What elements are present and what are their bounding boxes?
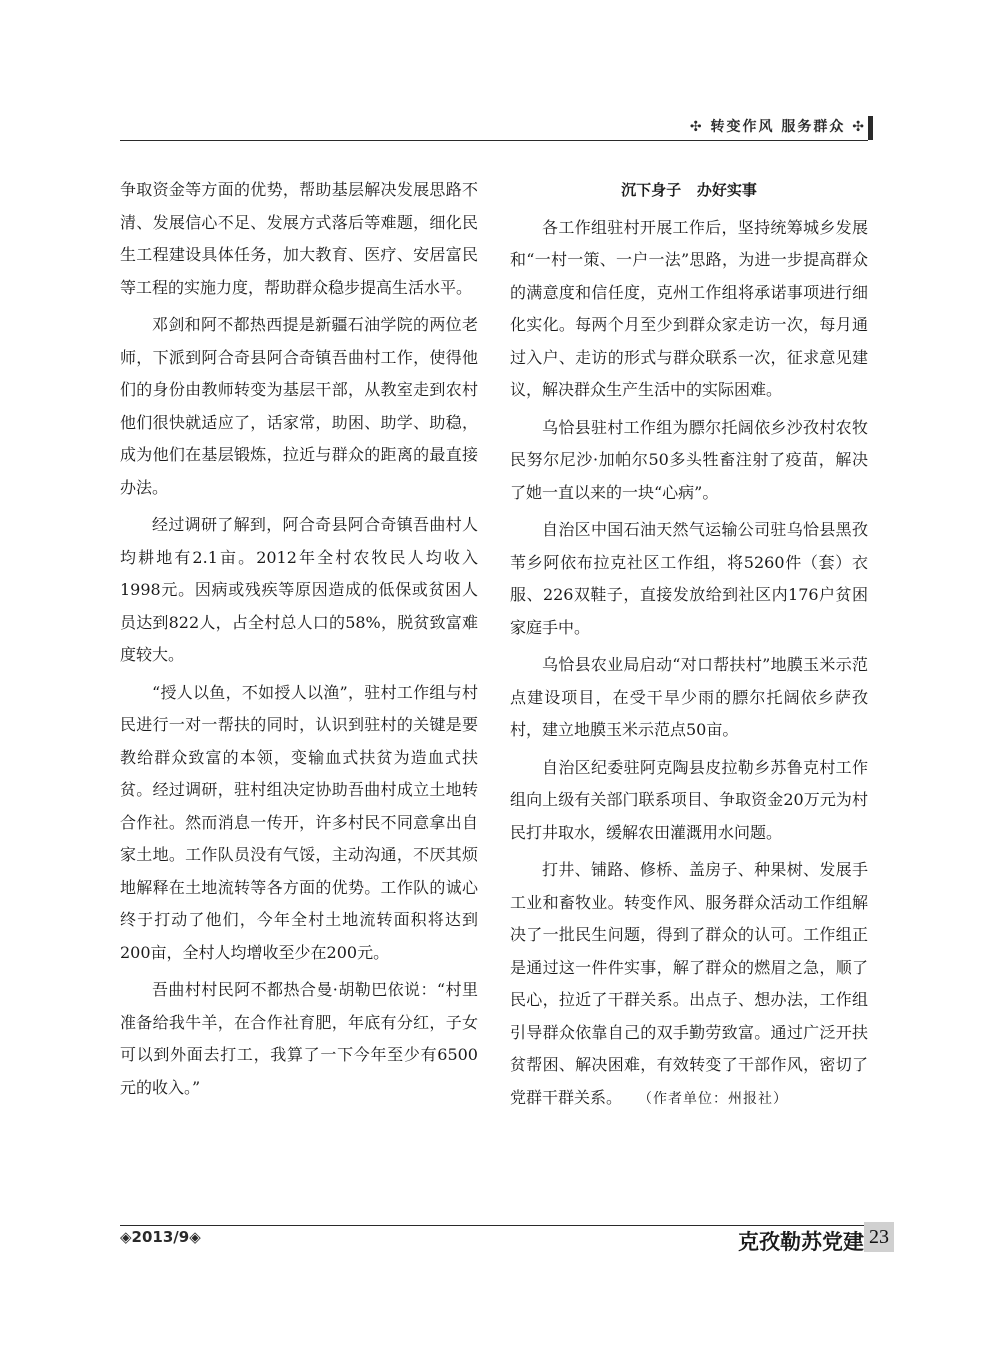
paragraph-text: 打井、铺路、修桥、盖房子、种果树、发展手工业和畜牧业。转变作风、服务群众活动工作组解决了一批民生问题，得到了群众的认可。工作组正是通过这一件件实事，解了群众的燃眉之急，顺了民心，拉近了干群关系。出点子、想办法，工作组引导群众依靠自己的双手勤劳致富。通过广泛开扶贫帮困、解决困难，有效转变了干部作风，密切了党群干群关系。 <box>510 860 868 1107</box>
page-number: 23 <box>864 1222 894 1252</box>
paragraph: 吾曲村村民阿不都热合曼·胡勒巴依说：“村里准备给我牛羊，在合作社育肥，年底有分红，子女可以到外面去打工，我算了一下今年至少有6500元的收入。” <box>120 980 478 1097</box>
author-affiliation: （作者单位：州报社） <box>638 1090 789 1107</box>
header-rule <box>120 140 868 141</box>
issue-date: ◈2013/9◈ <box>120 1228 201 1246</box>
paragraph: 各工作组驻村开展工作后，坚持统筹城乡发展和“一村一策、一户一法”思路，为进一步提高群众的满意度和信任度，克州工作组将承诺事项进行细化实化。每两个月至少到群众家走访一次，每月通过入户、走访的形式与群众联系一次，征求意见建议，解决群众生产生活中的实际困难。 <box>510 217 868 399</box>
paragraph: 乌恰县农业局启动“对口帮扶村”地膜玉米示范点建设项目，在受干旱少雨的膘尔托阔依乡萨孜村，建立地膜玉米示范点50亩。 <box>510 655 868 739</box>
paragraph: 乌恰县驻村工作组为膘尔托阔依乡沙孜村农牧民努尔尼沙·加帕尔50多头牲畜注射了疫苗，解决了她一直以来的一块“心病”。 <box>510 417 868 502</box>
right-column <box>510 174 868 1120</box>
section-heading: 沉下身子 办好实事 <box>621 181 757 199</box>
paragraph: “授人以鱼，不如授人以渔”，驻村工作组与村民进行一对一帮扶的同时，认识到驻村的关键是要教给群众致富的本领，变输血式扶贫为造血式扶贫。经过调研，驻村组决定协助吾曲村成立土地转合作社。然而消息一传开，许多村民不同意拿出自家土地。工作队员没有气馁，主动沟通，不厌其烦地解释在土地流转等各方面的优势。工作队的诚心终于打动了他们，今年全村土地流转面积将达到200亩，全村人均增收至少在200元。 <box>120 682 478 962</box>
paragraph: 争取资金等方面的优势，帮助基层解决发展思路不清、发展信心不足、发展方式落后等难题，细化民生工程建设具体任务，加大教育、医疗、安居富民等工程的实施力度，帮助群众稳步提高生活水平。 <box>120 180 478 297</box>
left-column <box>120 174 478 1109</box>
section-label: ✣ 转变作风 服务群众 ✣ <box>689 119 866 135</box>
paragraph: 自治区中国石油天然气运输公司驻乌恰县黑孜苇乡阿依布拉克社区工作组，将5260件（套）衣服、226双鞋子，直接发放给到社区内176户贫困家庭手中。 <box>510 520 868 637</box>
paragraph: 自治区纪委驻阿克陶县皮拉勒乡苏鲁克村工作组向上级有关部门联系项目、争取资金20万元为村民打井取水，缓解农田灌溉用水问题。 <box>510 757 868 842</box>
header-bar <box>868 116 873 140</box>
paragraph: 经过调研了解到，阿合奇县阿合奇镇吾曲村人均耕地有2.1亩。2012年全村农牧民人均收入1998元。因病或残疾等原因造成的低保或贫困人员达到822人，占全村总人口的58%，脱贫致富难度较大。 <box>120 515 478 664</box>
paragraph: 邓剑和阿不都热西提是新疆石油学院的两位老师，下派到阿合奇县阿合奇镇吾曲村工作，使得他们的身份由教师转变为基层干部，从教室走到农村他们很快就适应了，话家常，助困、助学、助稳，成为他们在基层锻炼，拉近与群众的距离的最直接办法。 <box>120 315 478 497</box>
paragraph <box>510 854 868 1115</box>
magazine-title: 克孜勒苏党建 <box>738 1230 864 1254</box>
